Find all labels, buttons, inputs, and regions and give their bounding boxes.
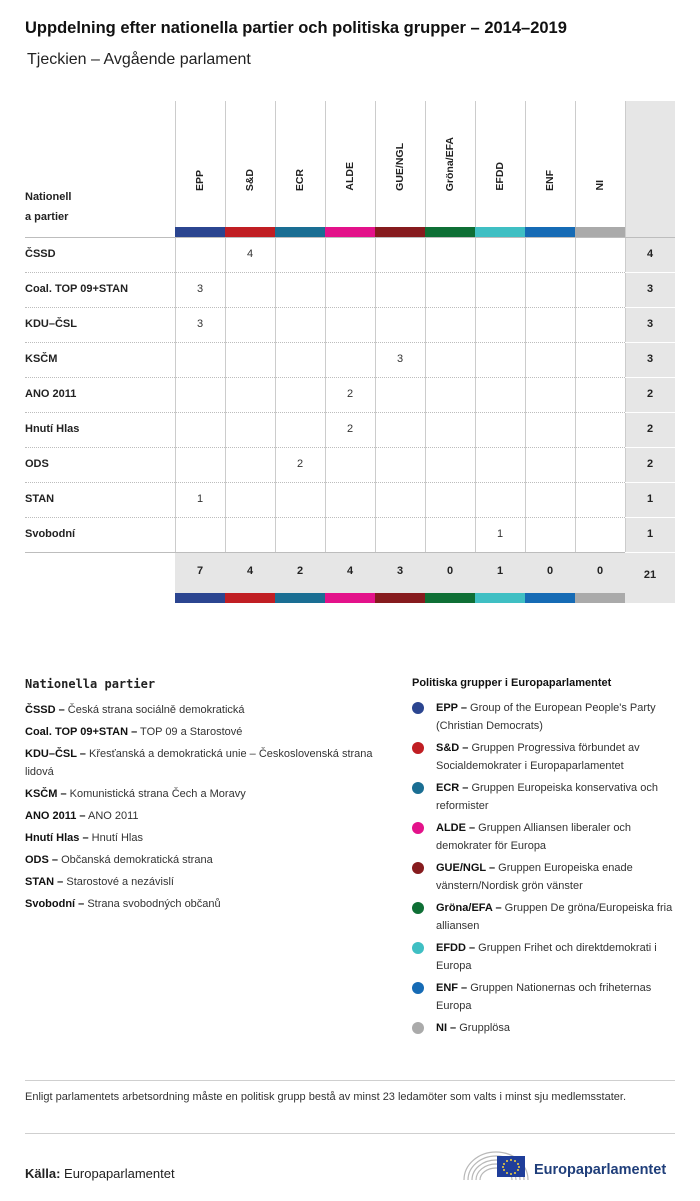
row-total: 1 <box>646 493 654 505</box>
group-legend-item <box>412 819 675 855</box>
col-header-s-d: S&D <box>244 169 256 192</box>
col-header-ecr: ECR <box>294 169 306 192</box>
group-legend-item <box>412 859 675 895</box>
row-divider <box>25 447 625 448</box>
column-total: 3 <box>396 565 404 577</box>
legend-name: Komunistická strana Čech a Moravy <box>66 788 246 800</box>
legend-abbr: Hnutí Hlas – <box>25 832 89 844</box>
legend-abbr: EFDD – <box>436 942 476 954</box>
row-label: Svobodní <box>25 528 76 540</box>
row-divider-seats <box>625 342 675 343</box>
row-divider <box>25 517 625 518</box>
group-color-bar <box>475 227 525 237</box>
source-value: Europaparlamentet <box>60 1166 175 1181</box>
group-color-bar-bottom <box>275 593 325 603</box>
column-divider <box>325 101 326 552</box>
source-label: Källa: <box>25 1166 61 1181</box>
national-parties-header: Nationell a partier <box>25 191 72 223</box>
row-divider-seats <box>625 447 675 448</box>
row-label: KDU–ČSL <box>25 318 77 330</box>
national-legend-item <box>25 873 385 891</box>
legend-abbr: ENF – <box>436 982 468 994</box>
legend-name: Hnutí Hlas <box>88 832 143 844</box>
group-color-bar <box>175 227 225 237</box>
row-divider <box>25 342 625 343</box>
group-color-bar-bottom <box>525 593 575 603</box>
group-legend-item <box>412 699 675 735</box>
legend-abbr: ANO 2011 – <box>25 810 86 822</box>
column-divider <box>375 101 376 552</box>
legend-name: Gruppen Nationernas och friheternas Europa <box>436 982 652 1012</box>
legend-abbr: KDU–ČSL – <box>25 748 86 760</box>
column-total: 1 <box>496 565 504 577</box>
political-groups-legend <box>412 677 675 1041</box>
row-total: 1 <box>646 528 654 540</box>
legend-name: Gruppen Europeiska konservativa och reformister <box>436 782 658 812</box>
group-color-bar <box>425 227 475 237</box>
column-total: 4 <box>346 565 354 577</box>
legend-abbr: ODS – <box>25 854 59 866</box>
row-total: 3 <box>646 283 654 295</box>
national-legend-heading: Nationella partier <box>25 677 156 691</box>
col-header-gue-ngl: GUE/NGL <box>394 143 406 191</box>
col-header-ni: NI <box>594 180 606 191</box>
group-color-bar <box>375 227 425 237</box>
rows-end-divider <box>25 552 625 553</box>
row-total: 2 <box>646 458 654 470</box>
divider <box>25 1080 675 1081</box>
row-label: ČSSD <box>25 248 56 260</box>
row-label: KSČM <box>25 353 58 365</box>
group-color-bar <box>575 227 625 237</box>
row-divider-seats <box>625 412 675 413</box>
groups-legend-heading: Politiska grupper i Europaparlamentet <box>412 677 612 689</box>
row-total: 3 <box>646 318 654 330</box>
table-cell: 2 <box>346 388 354 400</box>
table-cell: 3 <box>396 353 404 365</box>
national-legend-item <box>25 851 385 869</box>
group-color-bar-bottom <box>475 593 525 603</box>
row-divider <box>25 412 625 413</box>
table-cell: 3 <box>196 318 204 330</box>
legend-name: Občanská demokratická strana <box>58 854 213 866</box>
group-color-bar-bottom <box>375 593 425 603</box>
row-total: 2 <box>646 388 654 400</box>
group-legend-item <box>412 739 675 775</box>
row-divider <box>25 272 625 273</box>
page-subtitle: Tjeckien – Avgående parlament <box>27 51 251 68</box>
column-divider <box>575 101 576 552</box>
legend-abbr: ECR – <box>436 782 469 794</box>
logo-text: Europaparlamentet <box>534 1162 667 1178</box>
legend-abbr: KSČM – <box>25 788 67 800</box>
column-total: 7 <box>196 565 204 577</box>
legend-name: Gruppen Progressiva förbundet av Socialdemokrater i Europaparlamentet <box>436 742 640 772</box>
row-total: 2 <box>646 423 654 435</box>
rows-end-divider-seats <box>625 552 675 553</box>
group-color-bar-bottom <box>425 593 475 603</box>
source <box>25 1166 175 1181</box>
group-legend-item <box>412 939 675 975</box>
legend-name: ANO 2011 <box>85 810 139 822</box>
col-header-gr-na-efa: Gröna/EFA <box>444 137 456 192</box>
national-legend-item <box>25 701 385 719</box>
col-header-epp: EPP <box>194 170 206 192</box>
national-legend-item <box>25 895 385 913</box>
row-divider <box>25 377 625 378</box>
column-divider <box>525 101 526 552</box>
group-color-bar <box>525 227 575 237</box>
group-color-bar <box>275 227 325 237</box>
legend-abbr: Svobodní – <box>25 898 85 910</box>
legend-name: Group of the European People's Party (Christian Democrats) <box>436 702 656 732</box>
group-color-dot <box>412 782 424 794</box>
group-color-bar-bottom <box>225 593 275 603</box>
legend-name: Gruppen Europeiska enade vänstern/Nordisk grön vänster <box>436 862 633 892</box>
page-title: Uppdelning efter nationella partier och politiska grupper – 2014–2019 <box>25 19 567 37</box>
group-color-dot <box>412 862 424 874</box>
seat-table <box>25 101 675 604</box>
table-cell: 2 <box>346 423 354 435</box>
group-color-dot <box>412 702 424 714</box>
legend-abbr: GUE/NGL – <box>436 862 496 874</box>
group-color-dot <box>412 822 424 834</box>
table-cell: 1 <box>196 493 204 505</box>
table-cell: 2 <box>296 458 304 470</box>
col-header-alde: ALDE <box>344 162 356 191</box>
legend-abbr: STAN – <box>25 876 64 888</box>
column-total: 4 <box>246 565 254 577</box>
legend-name: TOP 09 a Starostové <box>137 726 243 738</box>
column-total: 2 <box>296 565 304 577</box>
europarl-logo <box>460 1142 680 1184</box>
national-legend-item <box>25 785 385 803</box>
group-color-bar-bottom <box>325 593 375 603</box>
legend-abbr: S&D – <box>436 742 469 754</box>
group-legend-item <box>412 899 675 935</box>
row-divider-seats <box>625 517 675 518</box>
legend-name: Grupplösa <box>456 1022 510 1034</box>
national-legend-item <box>25 745 385 781</box>
legend-name: Křesťanská a demokratická unie – Československá strana lidová <box>25 748 373 778</box>
legend-name: Gruppen De gröna/Europeiska fria alliansen <box>436 902 673 932</box>
column-divider <box>425 101 426 552</box>
row-divider-seats <box>625 272 675 273</box>
table-cell: 1 <box>496 528 504 540</box>
legend-name: Česká strana sociálně demokratická <box>64 704 245 716</box>
legend-name: Strana svobodných občanů <box>84 898 221 910</box>
national-legend-item <box>25 723 385 741</box>
group-legend-item <box>412 779 675 815</box>
grand-total: 21 <box>643 569 657 581</box>
row-label: ODS <box>25 458 49 470</box>
legend-abbr: NI – <box>436 1022 457 1034</box>
row-total: 3 <box>646 353 654 365</box>
group-color-bar-bottom <box>575 593 625 603</box>
table-cell: 4 <box>246 248 254 260</box>
legend-name: Gruppen Frihet och direktdemokrati i Europa <box>436 942 657 972</box>
legend-abbr: Gröna/EFA – <box>436 902 502 914</box>
hemicycle-flag-icon <box>460 1142 532 1184</box>
group-color-dot <box>412 982 424 994</box>
column-divider <box>275 101 276 552</box>
legend-abbr: ČSSD – <box>25 704 65 716</box>
row-divider-seats <box>625 307 675 308</box>
legend-abbr: Coal. TOP 09+STAN – <box>25 726 138 738</box>
row-total: 4 <box>646 248 654 260</box>
national-legend-item <box>25 829 385 847</box>
col-header-enf: ENF <box>544 170 556 191</box>
row-divider <box>25 307 625 308</box>
legend-abbr: ALDE – <box>436 822 476 834</box>
divider <box>25 1133 675 1134</box>
footnote: Enligt parlamentets arbetsordning måste en politisk grupp bestå av minst 23 ledamöter som valts i minst sju medlemsstater. <box>25 1091 626 1103</box>
row-label: STAN <box>25 493 55 505</box>
group-color-bar <box>225 227 275 237</box>
group-color-dot <box>412 742 424 754</box>
row-label: ANO 2011 <box>25 388 77 400</box>
row-label: Hnutí Hlas <box>25 423 80 435</box>
row-label: Coal. TOP 09+STAN <box>25 283 129 295</box>
row-divider-seats <box>625 482 675 483</box>
column-total: 0 <box>446 565 454 577</box>
group-color-bar-bottom <box>175 593 225 603</box>
group-legend-item <box>412 979 675 1015</box>
group-color-dot <box>412 902 424 914</box>
table-cell: 3 <box>196 283 204 295</box>
header-divider <box>25 237 675 238</box>
row-divider-seats <box>625 377 675 378</box>
column-divider <box>475 101 476 552</box>
group-color-dot <box>412 1022 424 1034</box>
legend-name: Starostové a nezávislí <box>63 876 174 888</box>
col-header-efdd: EFDD <box>494 162 506 191</box>
group-color-bar <box>325 227 375 237</box>
column-total: 0 <box>546 565 554 577</box>
national-parties-legend <box>25 677 385 917</box>
group-color-dot <box>412 942 424 954</box>
column-total: 0 <box>596 565 604 577</box>
column-divider <box>225 101 226 552</box>
row-divider <box>25 482 625 483</box>
group-legend-item <box>412 1019 675 1037</box>
legend-abbr: EPP – <box>436 702 467 714</box>
legend-name: Gruppen Alliansen liberaler och demokrater för Europa <box>436 822 632 852</box>
national-legend-item <box>25 807 385 825</box>
